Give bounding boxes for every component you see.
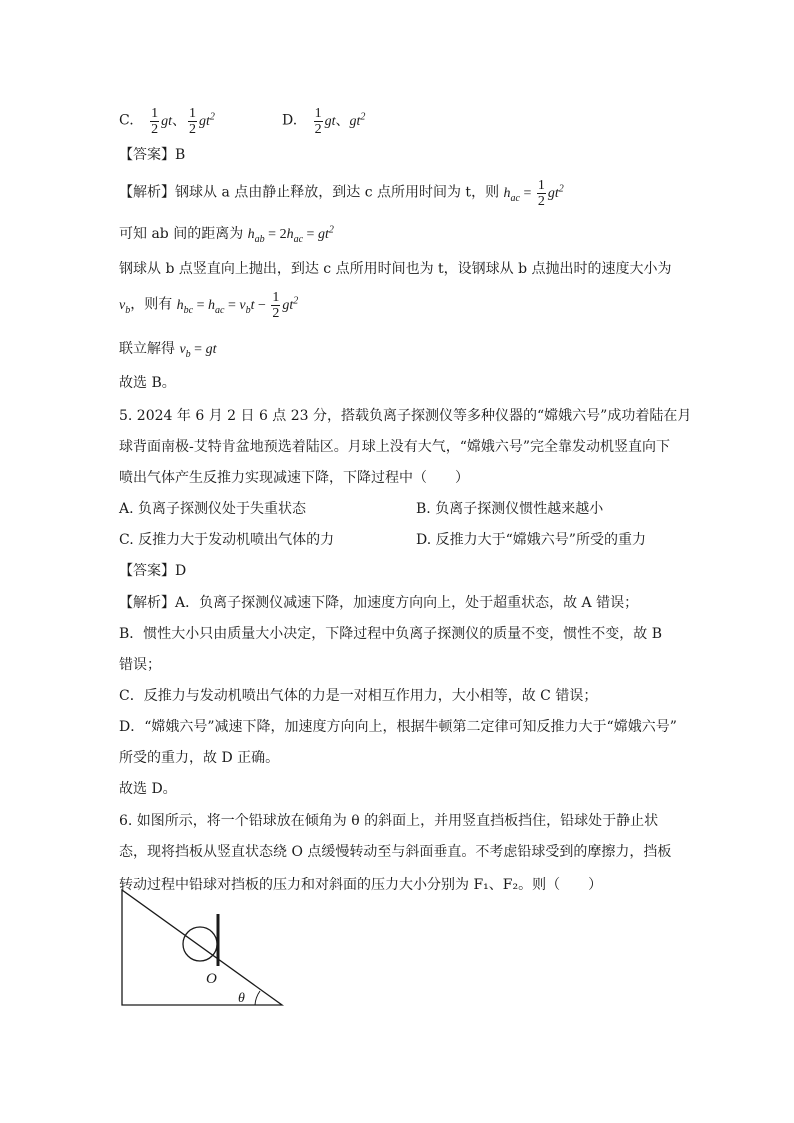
analysis-tag: 【解析】 <box>119 184 175 201</box>
analysis-text: 联立解得 <box>119 341 175 357</box>
q6-stem-line-3: 转动过程中铅球对挡板的压力和对斜面的压力大小分别为 F₁、F₂。则（ ） <box>119 877 603 893</box>
q6-stem-line-2: 态，现将挡板从竖直状态绕 O 点缓慢转动至与斜面垂直。不考虑铅球受到的摩擦力，挡板 <box>119 844 672 860</box>
q5-option-d: D. 反推力大于“嫦娥六号”所受的重力 <box>416 532 646 548</box>
q4-option-d: D. $\frac{1}{2}$ gt、$gt^2$ <box>282 106 366 137</box>
q5-analysis-line-1 <box>119 592 638 612</box>
lead-ball <box>183 927 217 961</box>
q4-analysis-line-2: 可知 ab 间的距离为 $h_{ab} = 2h_{ac} = gt^2$ <box>119 224 334 245</box>
option-label: C. <box>119 112 134 129</box>
analysis-tag: 【解析】 <box>119 595 175 611</box>
q4-option-c: C. $\frac{1}{2}$ gt、 $\frac{1}{2}$ $gt^2$ <box>119 106 215 137</box>
q4-answer <box>119 144 185 164</box>
q5-stem-line-3: 喷出气体产生反推力实现减速下降，下降过程中（ ） <box>119 470 469 486</box>
q5-analysis-line-2: B．惯性大小只由质量大小决定，下降过程中负离子探测仪的质量不变，惯性不变，故 B <box>119 626 663 642</box>
option-label: D. <box>282 112 298 129</box>
q5-stem-line-2: 球背面南极-艾特肯盆地预选着陆区。月球上没有大气，“嫦娥六号”完全靠发动机竖直向下 <box>119 439 671 455</box>
q5-analysis-line-4: C．反推力与发动机喷出气体的力是一对相互作用力，大小相等，故 C 错误； <box>119 688 598 704</box>
incline-triangle <box>122 890 282 1005</box>
answer-value: B <box>175 147 186 163</box>
pivot-label: O <box>206 971 217 987</box>
q4-analysis-line-3 <box>119 258 672 278</box>
q6-stem-line-1: 6. 如图所示，将一个铅球放在倾角为 θ 的斜面上，并用竖直挡板挡住，铅球处于静止状 <box>119 813 659 829</box>
q4-analysis-line-4: $v_b$，则有 $h_{bc} = h_{ac} = v_bt$ − $\frac{1}{2}$ $gt^2$ <box>119 290 299 321</box>
q5-option-b: B. 负离子探测仪惯性越来越小 <box>416 501 604 517</box>
q4-analysis-line-1: 【解析】钢球从 a 点由静止释放，到达 c 点所用时间为 t，则 $h_{ac}$ = $\frac{1}{2}$ $gt^2$ <box>119 178 564 209</box>
answer-tag: 【答案】 <box>119 147 175 163</box>
analysis-text: 钢球从 a 点由静止释放，到达 c 点所用时间为 t，则 <box>175 184 500 201</box>
separator: 、 <box>335 113 350 129</box>
analysis-text: A．负离子探测仪减速下降，加速度方向向上，处于超重状态，故 A 错误； <box>175 595 639 611</box>
analysis-text: 钢球从 b 点竖直向上抛出，到达 c 点所用时间也为 t，设钢球从 b 点抛出时的速度大小为 <box>119 261 672 277</box>
q5-stem-line-1: 5. 2024 年 6 月 2 日 6 点 23 分，搭载负离子探测仪等多种仪器的“嫦娥六号”成功着陆在月 <box>119 408 692 424</box>
answer-value: D <box>175 563 187 579</box>
q5-answer <box>119 560 186 580</box>
separator: 、 <box>172 113 187 129</box>
q4-conclusion: 故选 B。 <box>119 375 176 391</box>
answer-tag: 【答案】 <box>119 563 175 579</box>
q5-option-a: A. 负离子探测仪处于失重状态 <box>119 501 307 517</box>
q5-analysis-line-6: 所受的重力，故 D 正确。 <box>119 750 280 766</box>
q4-analysis-line-5: 联立解得 $v_b$ = gt <box>119 341 217 360</box>
angle-label: θ <box>238 991 245 1006</box>
q6-incline-figure <box>110 880 300 1015</box>
q5-analysis-line-3: 错误； <box>119 657 161 673</box>
angle-arc <box>255 991 260 1005</box>
q5-conclusion: 故选 D。 <box>119 781 177 797</box>
q5-option-c: C. 反推力大于发动机喷出气体的力 <box>119 532 335 548</box>
analysis-text: 可知 ab 间的距离为 <box>119 226 244 242</box>
q5-analysis-line-5: D．“嫦娥六号”减速下降，加速度方向向上，根据牛顿第二定律可知反推力大于“嫦娥六号” <box>119 719 677 735</box>
analysis-text: ，则有 <box>130 296 173 313</box>
